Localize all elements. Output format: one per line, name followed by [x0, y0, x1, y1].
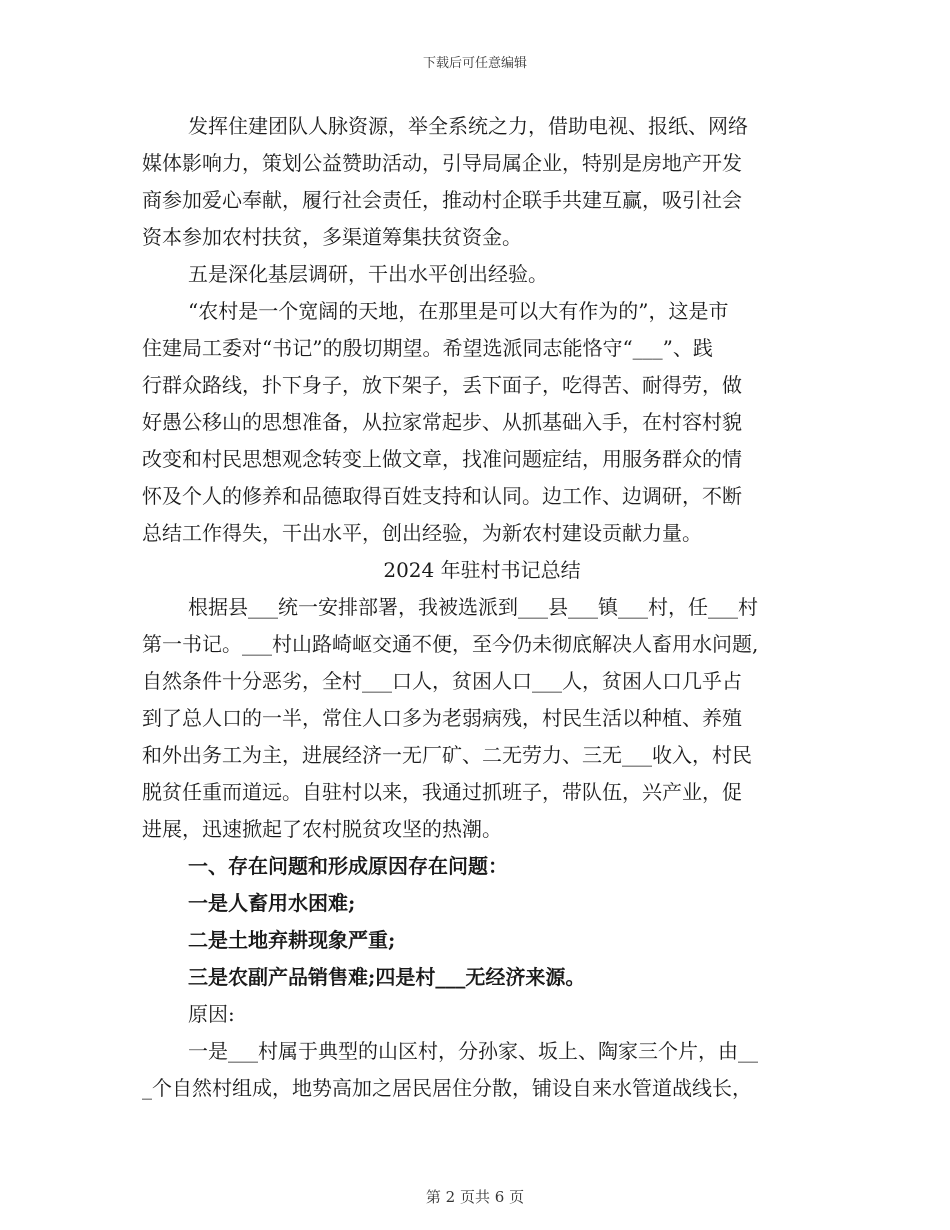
paragraph-line: 怀及个人的修养和品德取得百姓支持和认同。边工作、边调研，不断: [142, 484, 742, 508]
paragraph-line: 总结工作得失，干出水平，创出经验，为新农村建设贡献力量。: [142, 521, 702, 545]
paragraph-line: 第一书记。___村山路崎岖交通不便，至今仍未彻底解决人畜用水问题,: [142, 632, 759, 656]
page-header: 下载后可任意编辑: [422, 56, 527, 71]
page-footer: 第 2 页共 6 页: [425, 1188, 525, 1206]
paragraph-line: 住建局工委对“书记”的殷切期望。希望选派同志能恪守“___”、践: [142, 336, 713, 360]
paragraph-line: 一是___村属于典型的山区村，分孙家、坂上、陶家三个片，由__: [188, 1039, 758, 1063]
paragraph-line: 资本参加农村扶贫，多渠道筹集扶贫资金。: [142, 225, 522, 249]
paragraph-line: 自然条件十分恶劣，全村___口人，贫困人口___人，贫困人口几乎占: [142, 669, 742, 693]
issue-item: 三是农副产品销售难;四是村___无经济来源。: [188, 965, 586, 989]
paragraph-line: 媒体影响力，策划公益赞助活动，引导局属企业，特别是房地产开发: [142, 151, 742, 175]
issue-item: 一是人畜用水困难;: [188, 891, 356, 915]
paragraph-line: 根据县___统一安排部署，我被选派到___县___镇___村，任___村: [188, 595, 758, 619]
paragraph-line: 原因:: [188, 1002, 235, 1026]
paragraph-line: 到了总人口的一半，常住人口多为老弱病残，村民生活以种植、养殖: [142, 706, 742, 730]
paragraph-line: 发挥住建团队人脉资源，举全系统之力，借助电视、报纸、网络: [188, 114, 748, 138]
paragraph-line: 好愚公移山的思想准备，从拉家常起步、从抓基础入手，在村容村貌: [142, 410, 742, 434]
paragraph-line: 改变和村民思想观念转变上做文章，找准问题症结，用服务群众的情: [142, 447, 742, 471]
issue-item: 二是土地弃耕现象严重;: [188, 928, 396, 952]
paragraph-line: 进展，迅速掀起了农村脱贫攻坚的热潮。: [142, 817, 502, 841]
paragraph-line: _个自然村组成，地势高加之居民居住分散，铺设自来水管道战线长，: [142, 1076, 752, 1100]
section-title: 2024 年驻村书记总结: [383, 558, 581, 582]
paragraph-line: 五是深化基层调研，干出水平创出经验。: [188, 262, 548, 286]
issue-heading: 一、存在问题和形成原因存在问题：: [188, 854, 508, 878]
paragraph-line: 和外出务工为主，进展经济一无厂矿、二无劳力、三无___收入，村民: [142, 743, 752, 767]
paragraph-line: 脱贫任重而道远。自驻村以来，我通过抓班子，带队伍，兴产业，促: [142, 780, 742, 804]
document-body: [142, 108, 822, 1107]
paragraph-line: 商参加爱心奉献，履行社会责任，推动村企联手共建互赢，吸引社会: [142, 188, 742, 212]
paragraph-line: “农村是一个宽阔的天地，在那里是可以大有作为的”，这是市: [188, 299, 729, 323]
paragraph-line: 行群众路线，扑下身子，放下架子，丢下面子，吃得苦、耐得劳，做: [142, 373, 742, 397]
